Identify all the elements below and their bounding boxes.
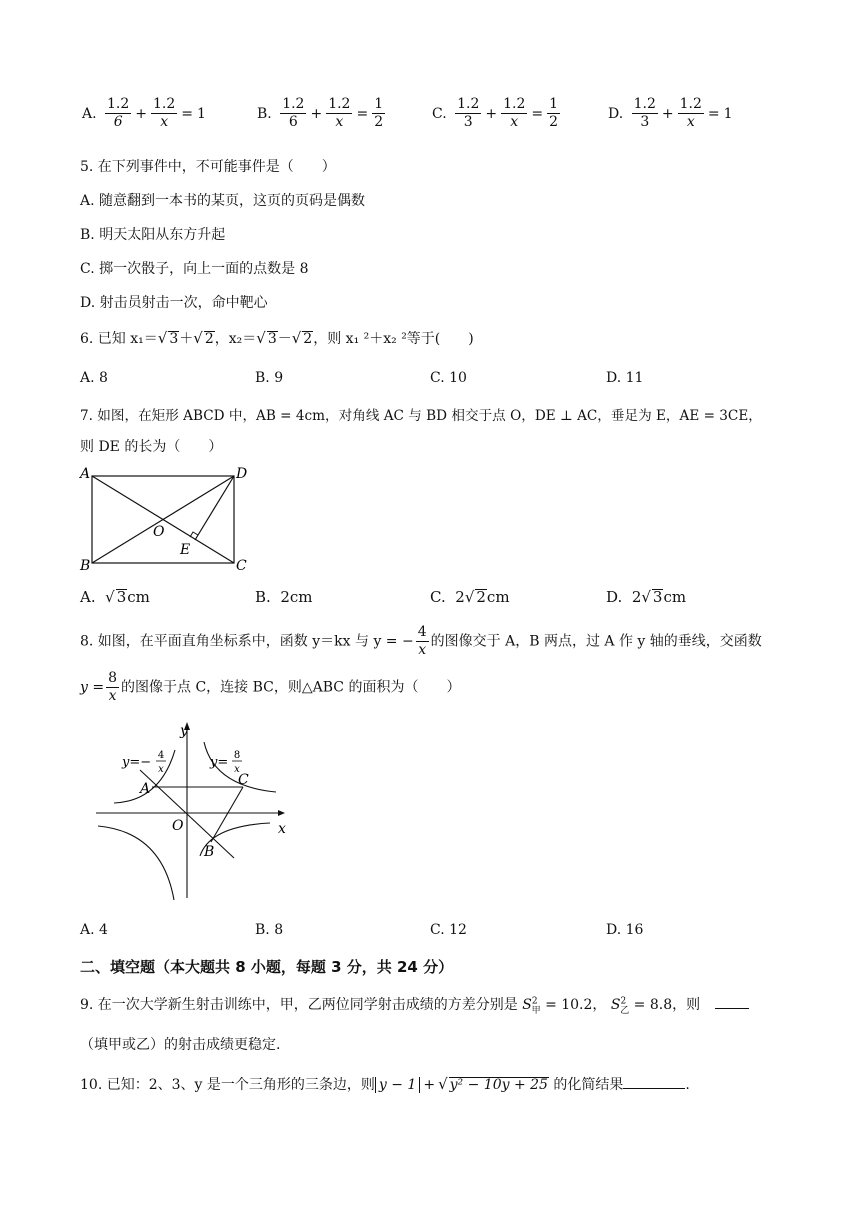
q7-option-b: B. 2cm xyxy=(255,588,313,606)
q7-option-c: C. 2√ 2cm xyxy=(430,588,510,606)
label-c: C xyxy=(236,558,247,574)
curve-label-right: y= xyxy=(210,755,229,770)
q4-option-c: C. $\frac{1.2}{3}$ + $\frac{1.2}{x}$ = $\frac{1}{2}$ xyxy=(432,96,559,130)
segment-de xyxy=(195,476,234,540)
q7-stem-line2: 则 DE 的长为（ ） xyxy=(80,439,223,455)
label-d: D xyxy=(236,466,248,482)
q8-option-b: B. 8 xyxy=(255,922,284,938)
curve-label-left: y=− xyxy=(122,755,152,770)
x-axis-label: x xyxy=(278,821,286,837)
q5-option-c: C. 掷一次骰子，向上一面的点数是 8 xyxy=(80,261,309,277)
label-c: C xyxy=(238,772,249,788)
label-o: O xyxy=(172,818,184,834)
curve-label-right-num: 8 xyxy=(233,750,241,761)
x-axis-arrow xyxy=(278,810,285,816)
q6-option-b: B. 9 xyxy=(255,370,284,386)
label-a: A xyxy=(140,781,151,797)
q7-rectangle-figure xyxy=(76,464,256,574)
q5-option-b: B. 明天太阳从东方升起 xyxy=(80,227,226,243)
label-o: O xyxy=(153,524,165,540)
q6-option-d: D. 11 xyxy=(606,370,644,386)
label-a: A xyxy=(80,466,91,482)
q7-stem-line1: 7. 如图，在矩形 ABCD 中，AB = 4cm，对角线 AC 与 BD 相交于点 O，DE ⊥ AC，垂足为 E，AE = 3CE， xyxy=(80,408,762,424)
q9-answer-blank[interactable] xyxy=(715,1008,749,1009)
label-b: B xyxy=(80,558,91,574)
q8-stem-line2: y = $\frac{8}{x}$ 的图像于点 C，连接 BC，则△ABC 的面积为（ ） xyxy=(80,670,461,704)
q8-option-c: C. 12 xyxy=(430,922,467,938)
q6-stem: 6. 已知 x₁＝√ 3＋√ 2，x₂＝√ 3－√ 2，则 x₁ ²＋x₂ ²等于( ) xyxy=(80,329,474,347)
q4-option-d: D. $\frac{1.2}{3}$ + $\frac{1.2}{x}$ = 1 xyxy=(608,96,733,130)
q6-option-c: C. 10 xyxy=(430,370,467,386)
q5-option-a: A. 随意翻到一本书的某页，这页的页码是偶数 xyxy=(80,193,366,209)
segment-bc xyxy=(211,787,243,842)
q9-stem-line1: 9. 在一次大学新生射击训练中，甲，乙两位同学射击成绩的方差分别是 $S^2_甲 = 10.2$， $S^2_乙 = 8.8$，则 xyxy=(80,994,749,1016)
q10-stem: 10. 已知：2、3、y 是一个三角形的三条边，则 y − 1 + √ y² − 10y + 25 的化简结果 . xyxy=(80,1075,690,1093)
q5-stem: 5. 在下列事件中，不可能事件是（ ） xyxy=(80,159,336,175)
curve-label-left-num: 4 xyxy=(157,750,165,761)
q4-option-b: B. $\frac{1.2}{6}$ + $\frac{1.2}{x}$ = $\frac{1}{2}$ xyxy=(257,96,384,130)
q8-option-a: A. 4 xyxy=(80,922,108,938)
q8-stem-line1: 8. 如图，在平面直角坐标系中，函数 y＝kx 与 y = − $\frac{4}{x}$ 的图像交于 A，B 两点，过 A 作 y 轴的垂线，交函数 xyxy=(80,624,762,658)
q7-option-a: A. √ 3cm xyxy=(80,588,150,606)
label-e: E xyxy=(180,542,191,558)
y-axis-label: y xyxy=(180,723,188,739)
q9-stem-line2: （填甲或乙）的射击成绩更稳定. xyxy=(80,1037,281,1053)
section-heading: 二、填空题（本大题共 8 小题，每题 3 分，共 24 分） xyxy=(80,958,454,976)
q7-option-d: D. 2√ 3cm xyxy=(606,588,687,606)
q4-option-a: A. $\frac{1.2}{6}$ + $\frac{1.2}{x}$ = 1 xyxy=(82,96,206,130)
q8-option-d: D. 16 xyxy=(606,922,644,938)
q6-option-a: A. 8 xyxy=(80,370,108,386)
q5-option-d: D. 射击员射击一次，命中靶心 xyxy=(80,295,268,311)
q10-answer-blank[interactable] xyxy=(623,1088,685,1089)
label-b: B xyxy=(204,844,215,860)
curve-8-q3 xyxy=(98,826,174,900)
q8-coordinate-figure xyxy=(90,716,300,906)
curve-label-right-den: x xyxy=(234,764,240,775)
curve-label-left-den: x xyxy=(158,764,164,775)
